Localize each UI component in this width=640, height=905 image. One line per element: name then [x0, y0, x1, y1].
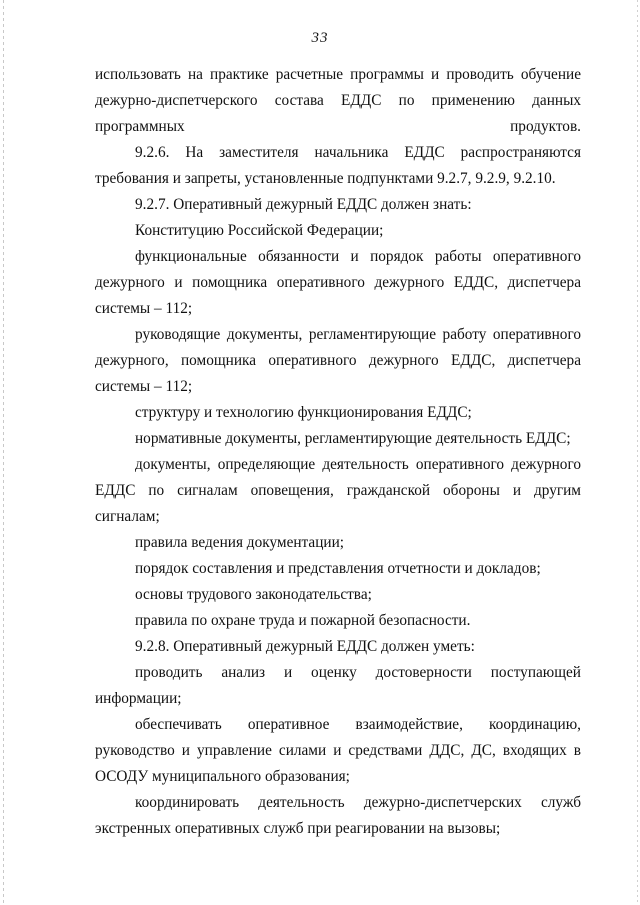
- paragraph-continuation: использовать на практике расчетные программы и проводить обучение дежурно-диспетчерского состава ЕДДС по применению данных программных продуктов.: [95, 66, 581, 135]
- list-item-guiding-documents: руководящие документы, регламентирующие работу оперативного дежурного, помощника оперативного дежурного ЕДДС, диспетчера системы – 112;: [95, 326, 581, 395]
- list-item-signal-documents: документы, определяющие деятельность оперативного дежурного ЕДДС по сигналам оповещения, гражданской обороны и другим сигналам;: [95, 456, 581, 525]
- scan-edge-left: [3, 0, 4, 905]
- list-item-duties: функциональные обязанности и порядок работы оперативного дежурного и помощника оперативного дежурного ЕДДС, диспетчера системы – 112;: [95, 248, 581, 317]
- list-item-documentation-rules: правила ведения документации;: [135, 534, 345, 551]
- scan-edge-right: [637, 0, 638, 905]
- list-item-labor-law: основы трудового законодательства;: [135, 586, 372, 603]
- list-item-structure: структуру и технологию функционирования ЕДДС;: [135, 404, 472, 421]
- list-item-interaction: обеспечивать оперативное взаимодействие, координацию, руководство и управление силами и средствами ДДС, ДС, входящих в ОСОДУ муниципального образования;: [95, 716, 581, 785]
- paragraph-9-2-8-heading: 9.2.8. Оперативный дежурный ЕДДС должен уметь:: [135, 638, 475, 655]
- list-item-reporting: порядок составления и представления отчетности и докладов;: [135, 560, 541, 577]
- page-number: 33: [311, 30, 329, 46]
- list-item-safety-rules: правила по охране труда и пожарной безопасности.: [135, 612, 471, 629]
- list-item-constitution: Конституцию Российской Федерации;: [135, 222, 384, 239]
- paragraph-9-2-6: 9.2.6. На заместителя начальника ЕДДС распространяются требования и запреты, установленные подпунктами 9.2.7, 9.2.9, 9.2.10.: [95, 144, 581, 187]
- list-item-analysis: проводить анализ и оценку достоверности поступающей информации;: [95, 664, 581, 707]
- document-body: [95, 62, 581, 842]
- list-item-coordination: координировать деятельность дежурно-диспетчерских служб экстренных оперативных служб при реагировании на вызовы;: [95, 794, 581, 837]
- paragraph-9-2-7-heading: 9.2.7. Оперативный дежурный ЕДДС должен знать:: [135, 196, 472, 213]
- list-item-normative-documents: нормативные документы, регламентирующие деятельность ЕДДС;: [135, 430, 571, 447]
